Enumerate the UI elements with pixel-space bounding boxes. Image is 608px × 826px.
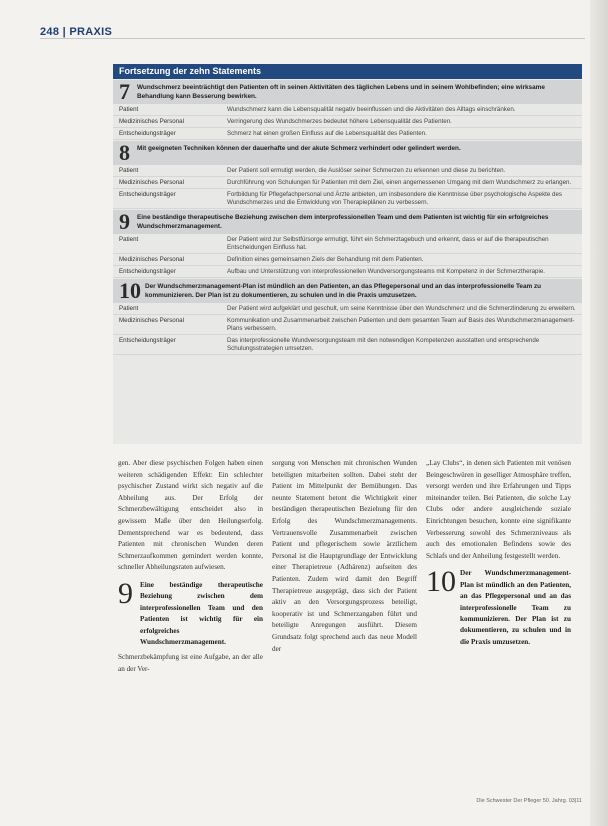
row-label: Entscheidungsträger [119, 130, 176, 137]
page-edge [590, 0, 608, 826]
row-value: Der Patient wird aufgeklärt und geschult, um seine Kenntnisse über den Wundschmerz und die Schmerzlinderung zu erweitern. [227, 305, 576, 312]
statement-number: 8 [119, 140, 130, 165]
statements-box [113, 64, 582, 444]
statement-text: Eine beständige therapeutische Beziehung zwischen dem interprofessionellen Team und dem Patienten ist wichtig für ein erfolgreiches Wundschmerzmanagement. [137, 214, 549, 230]
subheading-number: 10 [426, 565, 456, 599]
subheading-9 [118, 576, 263, 648]
row-label: Entscheidungsträger [119, 191, 176, 198]
table-row [113, 128, 582, 140]
row-value: Der Patient soll ermutigt werden, die Auslöser seiner Schmerzen zu erkennen und diese zu berichten. [227, 167, 506, 174]
row-value: Durchführung von Schulungen für Patienten mit dem Ziel, einen angemessenen Umgang mit dem Wundschmerz zu erlangen. [227, 179, 572, 186]
subheading-number: 9 [118, 576, 133, 610]
row-value: Wundschmerz kann die Lebensqualität negativ beeinflussen und die Aktivitäten des Alltags einschränken. [227, 106, 516, 113]
table-row [113, 266, 582, 278]
row-value: Der Patient wird zur Selbstfürsorge ermutigt, führt ein Schmerztagebuch und erkennt, dass er auf die therapeutischen Entscheidungen Einfluss hat. [227, 236, 549, 251]
table-row [113, 315, 582, 335]
box-title: Fortsetzung der zehn Statements [113, 64, 582, 79]
row-value: Das interprofessionelle Wundversorgungsteam mit den notwendigen Kompetenzen ausstatten und entsprechende Schulungsstrategien umsetzen. [227, 337, 540, 352]
body-paragraph: „Lay Clubs“, in denen sich Patienten mit venösen Beingeschwüren in geselliger Atmosphäre treffen, versorgt werden und ihre Erfahrungen und Tipps miteinander teilen. Bei Patienten, die solche Lay Clubs oder andere ausgleichende soziale Einrichtungen besuchen, konnte eine signifikante Verbesserung sowohl des Schmerzniveaus als auch des emotionalen Befindens sowie des Schlafs und der Anheilung festgestellt werden. [426, 459, 571, 560]
table-row [113, 189, 582, 209]
column-right [426, 458, 571, 652]
table-row [113, 335, 582, 355]
row-label: Patient [119, 167, 139, 174]
section-title: 248 | PRAXIS [40, 26, 113, 38]
statement-header [113, 80, 582, 104]
table-row [113, 104, 582, 116]
row-label: Medizinisches Personal [119, 317, 184, 324]
statement-text: Der Wundschmerzmanagement-Plan ist mündlich an den Patienten, an das Pflegepersonal und an das interprofessionelle Team zu kommunizieren. Der Plan ist zu dokumentieren, zu schulen und in die Praxis umzusetzen. [145, 283, 542, 299]
table-row [113, 116, 582, 128]
column-middle [272, 458, 417, 655]
row-label: Medizinisches Personal [119, 179, 184, 186]
row-value: Kommunikation und Zusammenarbeit zwischen Patienten und dem gesamten Team auf Basis des Wundschmerzmanagement-Plans verbessern. [227, 317, 575, 332]
page-header [40, 22, 585, 39]
body-paragraph: sorgung von Menschen mit chronischen Wunden beteiligten mitarbeiten sollten. Dabei steht der Patient im Mittelpunkt der Bemühungen. Das neunte Statement betont die Wichtigkeit einer beständigen therapeutischen Beziehung für den Erfolg des Wundschmerzmanagements. Vertrauensvolle Zusammenarbeit zwischen Patient und pflegerischem sowie ärztlichem Personal ist die Hauptgrundlage der Entwicklung einer Therapietreue (Adhärenz) aufseiten des Patienten. Zudem wird damit den Begriff Therapietreue ausgeprägt, dass sich der Patient aktiv an den Versorgungsprozess beteiligt, kooperativ ist und Schmerzangaben führt und beteiligte Anregungen ausführt. Diesem Grundsatz folgt sprechend auch das neue Modell der [272, 459, 417, 653]
statement-7 [113, 80, 582, 140]
subheading-text: Eine beständige therapeutische Beziehung zwischen dem interprofessionellen Team und den Patienten ist wichtig für ein erfolgreiches Wundschmerzmanagement. [140, 580, 263, 646]
statement-9 [113, 210, 582, 278]
statement-text: Wundschmerz beeinträchtigt den Patienten oft in seinen Aktivitäten des täglichen Lebens und in seinem Wohlbefinden; eine wirksame Behandlung kann Besserung bewirken. [137, 84, 545, 100]
subheading-10 [426, 565, 571, 648]
row-label: Entscheidungsträger [119, 337, 176, 344]
statement-8 [113, 141, 582, 209]
row-label: Entscheidungsträger [119, 268, 176, 275]
statement-header [113, 210, 582, 234]
statement-number: 10 [119, 278, 141, 303]
row-value: Aufbau und Unterstützung von interprofessionellen Wundversorgungsteams mit Kompetenz in der Schmerztherapie. [227, 268, 546, 275]
statement-header [113, 279, 582, 303]
table-row [113, 165, 582, 177]
row-value: Fortbildung für Pflegefachpersonal und Ärzte anbieten, um insbesondere die Kenntnisse über psychologische Aspekte des Wundschmerzes und die Entwicklung von Therapieplänen zu verbessern. [227, 191, 563, 206]
row-value: Verringerung des Wundschmerzes bedeutet höhere Lebensqualität des Patienten. [227, 118, 452, 125]
statement-header [113, 141, 582, 165]
row-value: Definition eines gemeinsamen Ziels der Behandlung mit dem Patienten. [227, 256, 424, 263]
table-row [113, 234, 582, 254]
row-value: Schmerz hat einen großen Einfluss auf die Lebensqualität des Patienten. [227, 130, 427, 137]
statement-number: 9 [119, 209, 130, 234]
body-paragraph: gen. Aber diese psychischen Folgen haben einen weiteren schädigenden Effekt: Ein schlechter psychischer Zustand wirkt sich negativ auf die Abheilung aus. Der Erfolg der Schmerzbewältigung entscheidet also in gewissem Maße über den Heilungserfolg. Dementsprechend war es bedeutend, dass Patienten mit chronischen Wunden deren Schmerzaufkommen gemindert werden konnte, schneller Abheilungsraten aufwiesen. [118, 459, 263, 572]
subheading-text: Der Wundschmerzmanagement-Plan ist mündlich an den Patienten, an das Pflegepersonal und an das interprofessionelle Team zu kommunizieren. Der Plan ist zu dokumentieren, zu schulen und in die Praxis umzusetzen. [460, 569, 571, 646]
row-label: Medizinisches Personal [119, 118, 184, 125]
statement-10 [113, 279, 582, 355]
statement-number: 7 [119, 79, 130, 104]
body-paragraph: Schmerzbekämpfung ist eine Aufgabe, an der alle an der Ver- [118, 653, 263, 673]
table-row [113, 303, 582, 315]
table-row [113, 254, 582, 266]
statement-text: Mit geeigneten Techniken können der dauerhafte und der akute Schmerz verhindert oder gelindert werden. [137, 145, 461, 152]
row-label: Medizinisches Personal [119, 256, 184, 263]
row-label: Patient [119, 106, 139, 113]
page-footer: Die Schwester Der Pfleger 50. Jahrg. 03|11 [476, 798, 582, 804]
table-row [113, 177, 582, 189]
row-label: Patient [119, 236, 139, 243]
row-label: Patient [119, 305, 139, 312]
column-left [118, 458, 263, 676]
